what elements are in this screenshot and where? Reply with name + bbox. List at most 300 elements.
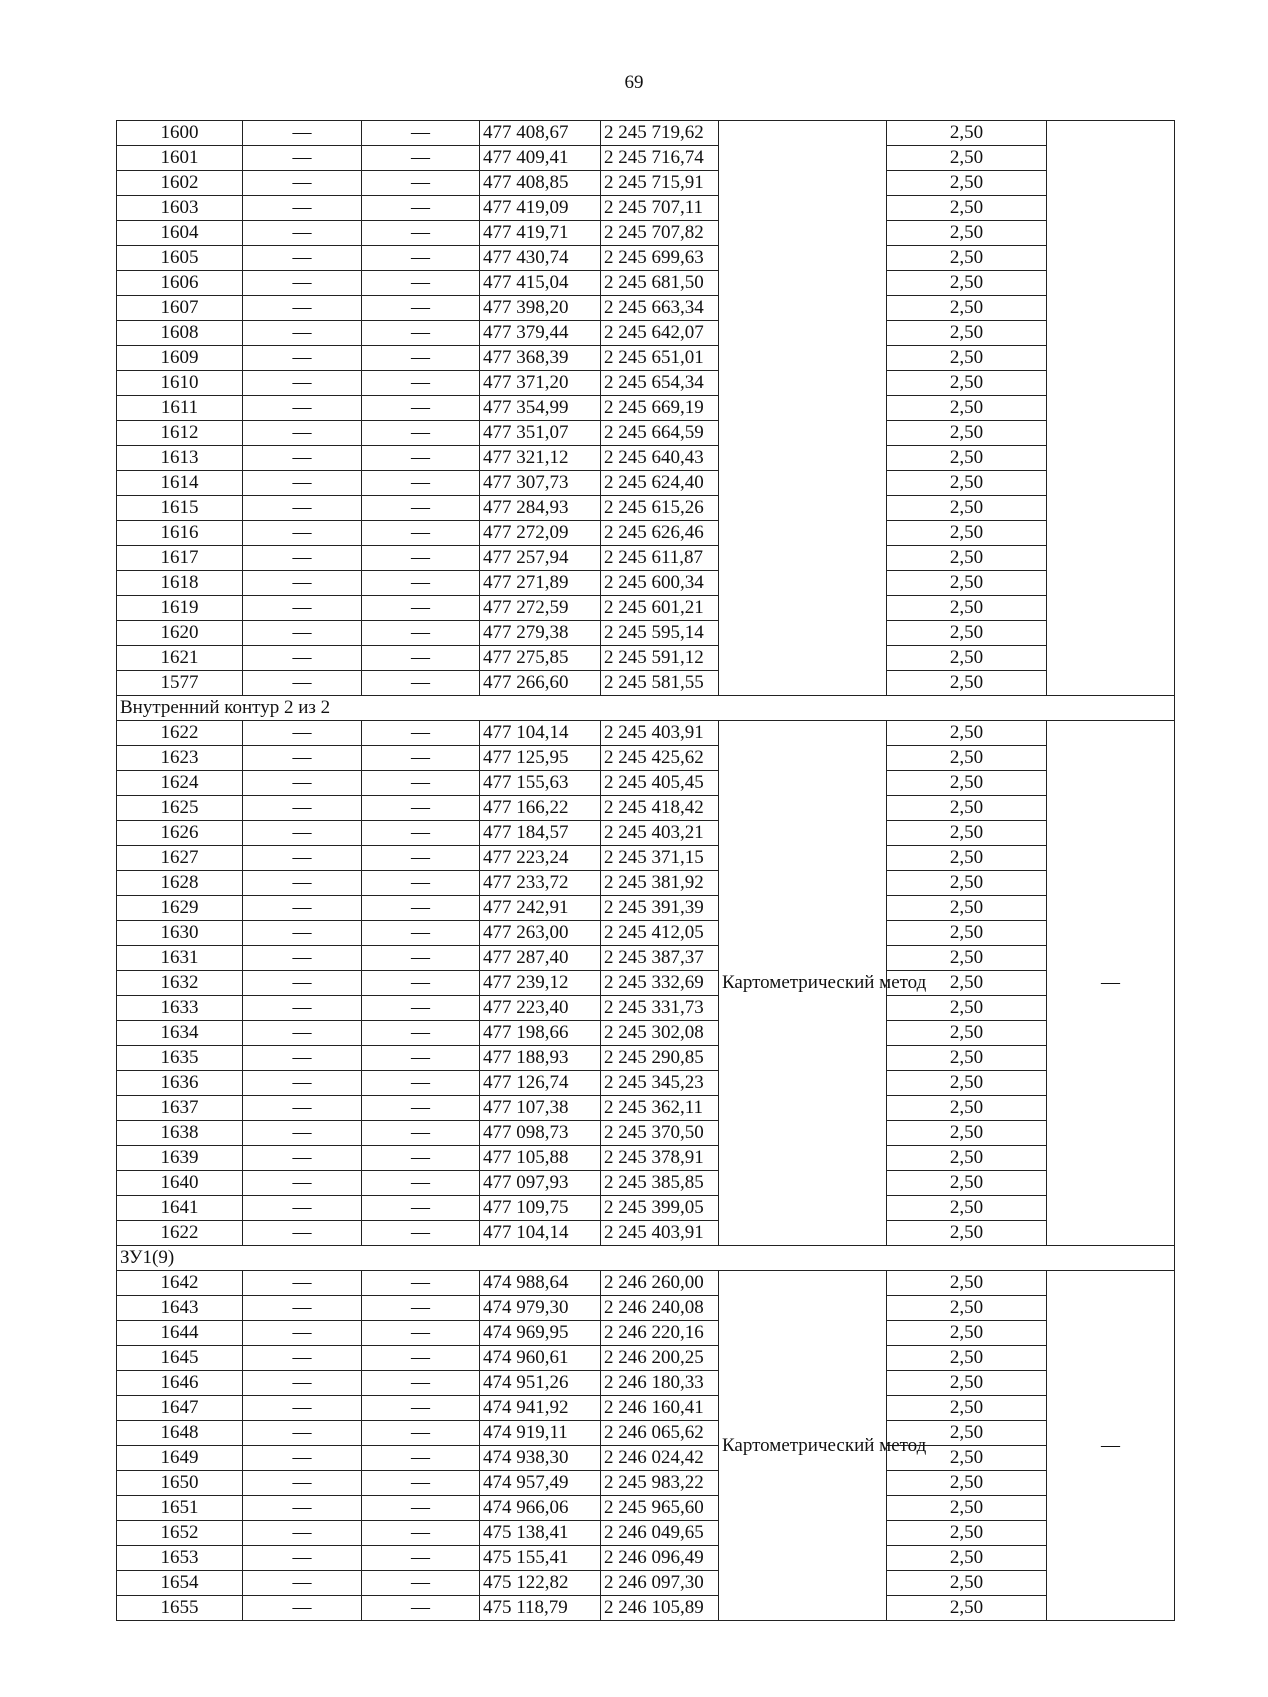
existing-y-cell: — (362, 1496, 480, 1521)
table-row (117, 1346, 1175, 1371)
existing-x-cell: — (243, 596, 362, 621)
new-y-cell: 2 245 425,62 (601, 746, 719, 771)
accuracy-cell: 2,50 (887, 1196, 1047, 1221)
new-x-cell: 477 279,38 (480, 621, 601, 646)
new-x-cell: 477 166,22 (480, 796, 601, 821)
existing-y-cell: — (362, 396, 480, 421)
new-x-cell: 477 419,71 (480, 221, 601, 246)
new-y-cell: 2 246 160,41 (601, 1396, 719, 1421)
new-y-cell: 2 245 595,14 (601, 621, 719, 646)
accuracy-cell: 2,50 (887, 396, 1047, 421)
table-row (117, 746, 1175, 771)
existing-y-cell: — (362, 321, 480, 346)
new-y-cell: 2 245 615,26 (601, 496, 719, 521)
point-number-cell: 1634 (117, 1021, 243, 1046)
new-y-cell: 2 245 399,05 (601, 1196, 719, 1221)
point-number-cell: 1632 (117, 971, 243, 996)
new-x-cell: 477 266,60 (480, 671, 601, 696)
existing-x-cell: — (243, 1296, 362, 1321)
existing-y-cell: — (362, 1471, 480, 1496)
new-x-cell: 474 979,30 (480, 1296, 601, 1321)
point-number-cell: 1611 (117, 396, 243, 421)
accuracy-cell: 2,50 (887, 1221, 1047, 1246)
point-number-cell: 1643 (117, 1296, 243, 1321)
accuracy-cell: 2,50 (887, 246, 1047, 271)
new-y-cell: 2 245 601,21 (601, 596, 719, 621)
table-row (117, 1471, 1175, 1496)
new-y-cell: 2 246 220,16 (601, 1321, 719, 1346)
table-row (117, 346, 1175, 371)
new-y-cell: 2 245 626,46 (601, 521, 719, 546)
existing-y-cell: — (362, 646, 480, 671)
existing-x-cell: — (243, 421, 362, 446)
existing-x-cell: — (243, 1146, 362, 1171)
existing-y-cell: — (362, 1571, 480, 1596)
new-x-cell: 477 287,40 (480, 946, 601, 971)
accuracy-cell: 2,50 (887, 496, 1047, 521)
new-x-cell: 477 223,40 (480, 996, 601, 1021)
table-row (117, 1296, 1175, 1321)
new-x-cell: 474 988,64 (480, 1271, 601, 1296)
point-number-cell: 1649 (117, 1446, 243, 1471)
point-number-cell: 1637 (117, 1096, 243, 1121)
existing-y-cell: — (362, 471, 480, 496)
new-x-cell: 477 263,00 (480, 921, 601, 946)
new-x-cell: 477 104,14 (480, 721, 601, 746)
new-y-cell: 2 245 403,91 (601, 721, 719, 746)
point-number-cell: 1640 (117, 1171, 243, 1196)
new-y-cell: 2 245 403,91 (601, 1221, 719, 1246)
existing-y-cell: — (362, 1371, 480, 1396)
existing-y-cell: — (362, 1296, 480, 1321)
accuracy-cell: 2,50 (887, 196, 1047, 221)
coordinates-table-body (117, 121, 1175, 1621)
table-row (117, 921, 1175, 946)
accuracy-cell: 2,50 (887, 821, 1047, 846)
existing-y-cell: — (362, 821, 480, 846)
existing-x-cell: — (243, 1571, 362, 1596)
existing-x-cell: — (243, 1046, 362, 1071)
table-row (117, 1571, 1175, 1596)
new-y-cell: 2 246 105,89 (601, 1596, 719, 1621)
table-row (117, 821, 1175, 846)
table-row (117, 171, 1175, 196)
new-y-cell: 2 245 391,39 (601, 896, 719, 921)
accuracy-cell: 2,50 (887, 1496, 1047, 1521)
existing-x-cell: — (243, 471, 362, 496)
existing-x-cell: — (243, 921, 362, 946)
accuracy-cell: 2,50 (887, 1521, 1047, 1546)
table-row (117, 671, 1175, 696)
description-cell (1047, 121, 1175, 696)
table-row (117, 1396, 1175, 1421)
existing-x-cell: — (243, 1546, 362, 1571)
existing-x-cell: — (243, 221, 362, 246)
new-y-cell: 2 245 362,11 (601, 1096, 719, 1121)
accuracy-cell: 2,50 (887, 796, 1047, 821)
new-x-cell: 477 107,38 (480, 1096, 601, 1121)
existing-x-cell: — (243, 1346, 362, 1371)
accuracy-cell: 2,50 (887, 1546, 1047, 1571)
new-x-cell: 477 351,07 (480, 421, 601, 446)
accuracy-cell: 2,50 (887, 1146, 1047, 1171)
accuracy-cell: 2,50 (887, 721, 1047, 746)
existing-y-cell: — (362, 371, 480, 396)
new-x-cell: 474 966,06 (480, 1496, 601, 1521)
point-number-cell: 1641 (117, 1196, 243, 1221)
table-row (117, 421, 1175, 446)
accuracy-cell: 2,50 (887, 421, 1047, 446)
new-x-cell: 477 104,14 (480, 1221, 601, 1246)
description-cell: — (1047, 721, 1175, 1246)
accuracy-cell: 2,50 (887, 946, 1047, 971)
table-row (117, 1221, 1175, 1246)
new-x-cell: 477 408,67 (480, 121, 601, 146)
new-y-cell: 2 245 699,63 (601, 246, 719, 271)
new-x-cell: 477 419,09 (480, 196, 601, 221)
existing-x-cell: — (243, 371, 362, 396)
table-row (117, 1146, 1175, 1171)
existing-x-cell: — (243, 1121, 362, 1146)
table-row (117, 1071, 1175, 1096)
existing-y-cell: — (362, 721, 480, 746)
accuracy-cell: 2,50 (887, 1021, 1047, 1046)
existing-y-cell: — (362, 971, 480, 996)
existing-y-cell: — (362, 1421, 480, 1446)
accuracy-cell: 2,50 (887, 546, 1047, 571)
existing-y-cell: — (362, 571, 480, 596)
table-row (117, 146, 1175, 171)
table-row (117, 521, 1175, 546)
method-cell (719, 121, 887, 696)
table-row (117, 1321, 1175, 1346)
accuracy-cell: 2,50 (887, 121, 1047, 146)
point-number-cell: 1600 (117, 121, 243, 146)
table-row (117, 1421, 1175, 1446)
point-number-cell: 1629 (117, 896, 243, 921)
table-row (117, 196, 1175, 221)
point-number-cell: 1652 (117, 1521, 243, 1546)
existing-y-cell: — (362, 1596, 480, 1621)
existing-y-cell: — (362, 746, 480, 771)
existing-x-cell: — (243, 446, 362, 471)
point-number-cell: 1625 (117, 796, 243, 821)
existing-y-cell: — (362, 846, 480, 871)
new-x-cell: 477 125,95 (480, 746, 601, 771)
existing-y-cell: — (362, 421, 480, 446)
existing-y-cell: — (362, 1096, 480, 1121)
existing-y-cell: — (362, 871, 480, 896)
accuracy-cell: 2,50 (887, 146, 1047, 171)
new-y-cell: 2 245 611,87 (601, 546, 719, 571)
existing-y-cell: — (362, 621, 480, 646)
accuracy-cell: 2,50 (887, 321, 1047, 346)
accuracy-cell: 2,50 (887, 471, 1047, 496)
table-row (117, 1521, 1175, 1546)
table-row (117, 771, 1175, 796)
new-y-cell: 2 245 663,34 (601, 296, 719, 321)
table-row (117, 1496, 1175, 1521)
accuracy-cell: 2,50 (887, 621, 1047, 646)
new-y-cell: 2 245 418,42 (601, 796, 719, 821)
point-number-cell: 1639 (117, 1146, 243, 1171)
existing-x-cell: — (243, 321, 362, 346)
existing-x-cell: — (243, 771, 362, 796)
point-number-cell: 1636 (117, 1071, 243, 1096)
table-row (117, 1046, 1175, 1071)
existing-y-cell: — (362, 796, 480, 821)
new-y-cell: 2 246 065,62 (601, 1421, 719, 1446)
accuracy-cell: 2,50 (887, 1346, 1047, 1371)
accuracy-cell: 2,50 (887, 921, 1047, 946)
new-y-cell: 2 245 405,45 (601, 771, 719, 796)
existing-x-cell: — (243, 896, 362, 921)
new-x-cell: 477 098,73 (480, 1121, 601, 1146)
existing-y-cell: — (362, 446, 480, 471)
existing-x-cell: — (243, 796, 362, 821)
table-row (117, 846, 1175, 871)
existing-x-cell: — (243, 171, 362, 196)
new-y-cell: 2 245 651,01 (601, 346, 719, 371)
table-row (117, 796, 1175, 821)
new-x-cell: 477 307,73 (480, 471, 601, 496)
existing-y-cell: — (362, 1196, 480, 1221)
existing-y-cell: — (362, 1071, 480, 1096)
accuracy-cell: 2,50 (887, 871, 1047, 896)
new-y-cell: 2 245 290,85 (601, 1046, 719, 1071)
accuracy-cell: 2,50 (887, 1571, 1047, 1596)
new-x-cell: 477 239,12 (480, 971, 601, 996)
new-x-cell: 477 188,93 (480, 1046, 601, 1071)
existing-x-cell: — (243, 521, 362, 546)
point-number-cell: 1606 (117, 271, 243, 296)
existing-y-cell: — (362, 771, 480, 796)
point-number-cell: 1619 (117, 596, 243, 621)
method-cell: Картометрический метод (719, 1271, 887, 1621)
point-number-cell: 1608 (117, 321, 243, 346)
existing-x-cell: — (243, 1221, 362, 1246)
table-row (117, 471, 1175, 496)
existing-x-cell: — (243, 1596, 362, 1621)
new-y-cell: 2 246 024,42 (601, 1446, 719, 1471)
new-y-cell: 2 245 640,43 (601, 446, 719, 471)
point-number-cell: 1653 (117, 1546, 243, 1571)
accuracy-cell: 2,50 (887, 896, 1047, 921)
point-number-cell: 1646 (117, 1371, 243, 1396)
point-number-cell: 1618 (117, 571, 243, 596)
table-row (117, 946, 1175, 971)
point-number-cell: 1577 (117, 671, 243, 696)
point-number-cell: 1607 (117, 296, 243, 321)
accuracy-cell: 2,50 (887, 171, 1047, 196)
new-y-cell: 2 245 412,05 (601, 921, 719, 946)
accuracy-cell: 2,50 (887, 846, 1047, 871)
existing-y-cell: — (362, 1121, 480, 1146)
point-number-cell: 1617 (117, 546, 243, 571)
existing-y-cell: — (362, 921, 480, 946)
existing-y-cell: — (362, 1546, 480, 1571)
point-number-cell: 1615 (117, 496, 243, 521)
new-y-cell: 2 245 681,50 (601, 271, 719, 296)
coordinates-table (116, 120, 1175, 1621)
table-row (117, 396, 1175, 421)
table-row (117, 1196, 1175, 1221)
point-number-cell: 1635 (117, 1046, 243, 1071)
new-x-cell: 477 408,85 (480, 171, 601, 196)
existing-y-cell: — (362, 1321, 480, 1346)
accuracy-cell: 2,50 (887, 296, 1047, 321)
table-row (117, 1271, 1175, 1296)
point-number-cell: 1602 (117, 171, 243, 196)
point-number-cell: 1604 (117, 221, 243, 246)
existing-x-cell: — (243, 846, 362, 871)
new-y-cell: 2 245 965,60 (601, 1496, 719, 1521)
new-x-cell: 475 122,82 (480, 1571, 601, 1596)
existing-y-cell: — (362, 1021, 480, 1046)
new-y-cell: 2 245 581,55 (601, 671, 719, 696)
existing-x-cell: — (243, 146, 362, 171)
new-y-cell: 2 245 370,50 (601, 1121, 719, 1146)
existing-x-cell: — (243, 1071, 362, 1096)
accuracy-cell: 2,50 (887, 1596, 1047, 1621)
table-row (117, 1171, 1175, 1196)
existing-x-cell: — (243, 246, 362, 271)
new-x-cell: 477 097,93 (480, 1171, 601, 1196)
new-y-cell: 2 246 260,00 (601, 1271, 719, 1296)
section-label: ЗУ1(9) (117, 1246, 1175, 1271)
existing-x-cell: — (243, 821, 362, 846)
point-number-cell: 1620 (117, 621, 243, 646)
new-y-cell: 2 245 385,85 (601, 1171, 719, 1196)
existing-y-cell: — (362, 1396, 480, 1421)
accuracy-cell: 2,50 (887, 446, 1047, 471)
new-x-cell: 477 284,93 (480, 496, 601, 521)
point-number-cell: 1609 (117, 346, 243, 371)
existing-x-cell: — (243, 346, 362, 371)
accuracy-cell: 2,50 (887, 371, 1047, 396)
existing-x-cell: — (243, 1396, 362, 1421)
point-number-cell: 1647 (117, 1396, 243, 1421)
point-number-cell: 1626 (117, 821, 243, 846)
new-x-cell: 474 938,30 (480, 1446, 601, 1471)
new-y-cell: 2 245 302,08 (601, 1021, 719, 1046)
point-number-cell: 1648 (117, 1421, 243, 1446)
existing-x-cell: — (243, 721, 362, 746)
point-number-cell: 1627 (117, 846, 243, 871)
new-y-cell: 2 246 180,33 (601, 1371, 719, 1396)
table-row (117, 596, 1175, 621)
existing-x-cell: — (243, 1471, 362, 1496)
point-number-cell: 1623 (117, 746, 243, 771)
new-y-cell: 2 245 664,59 (601, 421, 719, 446)
new-x-cell: 475 155,41 (480, 1546, 601, 1571)
accuracy-cell: 2,50 (887, 646, 1047, 671)
table-row (117, 571, 1175, 596)
method-cell: Картометрический метод (719, 721, 887, 1246)
new-x-cell: 477 126,74 (480, 1071, 601, 1096)
existing-x-cell: — (243, 971, 362, 996)
point-number-cell: 1622 (117, 721, 243, 746)
point-number-cell: 1612 (117, 421, 243, 446)
table-row (117, 321, 1175, 346)
new-x-cell: 477 257,94 (480, 546, 601, 571)
new-x-cell: 477 233,72 (480, 871, 601, 896)
point-number-cell: 1650 (117, 1471, 243, 1496)
new-y-cell: 2 245 719,62 (601, 121, 719, 146)
existing-x-cell: — (243, 296, 362, 321)
existing-x-cell: — (243, 1421, 362, 1446)
existing-y-cell: — (362, 896, 480, 921)
point-number-cell: 1638 (117, 1121, 243, 1146)
table-row (117, 271, 1175, 296)
description-cell: — (1047, 1271, 1175, 1621)
accuracy-cell: 2,50 (887, 521, 1047, 546)
point-number-cell: 1633 (117, 996, 243, 1021)
existing-y-cell: — (362, 271, 480, 296)
existing-y-cell: — (362, 121, 480, 146)
new-y-cell: 2 246 240,08 (601, 1296, 719, 1321)
table-row (117, 971, 1175, 996)
table-row (117, 371, 1175, 396)
new-y-cell: 2 245 331,73 (601, 996, 719, 1021)
existing-x-cell: — (243, 646, 362, 671)
new-x-cell: 477 430,74 (480, 246, 601, 271)
accuracy-cell: 2,50 (887, 1171, 1047, 1196)
existing-x-cell: — (243, 196, 362, 221)
new-x-cell: 477 398,20 (480, 296, 601, 321)
new-x-cell: 474 951,26 (480, 1371, 601, 1396)
existing-x-cell: — (243, 396, 362, 421)
accuracy-cell: 2,50 (887, 221, 1047, 246)
point-number-cell: 1655 (117, 1596, 243, 1621)
accuracy-cell: 2,50 (887, 1071, 1047, 1096)
new-x-cell: 474 941,92 (480, 1396, 601, 1421)
new-y-cell: 2 245 654,34 (601, 371, 719, 396)
new-x-cell: 477 379,44 (480, 321, 601, 346)
accuracy-cell: 2,50 (887, 1096, 1047, 1121)
new-x-cell: 477 415,04 (480, 271, 601, 296)
existing-x-cell: — (243, 1521, 362, 1546)
new-x-cell: 477 242,91 (480, 896, 601, 921)
new-y-cell: 2 245 983,22 (601, 1471, 719, 1496)
new-y-cell: 2 246 049,65 (601, 1521, 719, 1546)
new-x-cell: 475 118,79 (480, 1596, 601, 1621)
table-row (117, 646, 1175, 671)
new-y-cell: 2 245 715,91 (601, 171, 719, 196)
point-number-cell: 1605 (117, 246, 243, 271)
point-number-cell: 1651 (117, 1496, 243, 1521)
new-x-cell: 477 409,41 (480, 146, 601, 171)
existing-y-cell: — (362, 1146, 480, 1171)
accuracy-cell: 2,50 (887, 1396, 1047, 1421)
existing-x-cell: — (243, 1321, 362, 1346)
existing-y-cell: — (362, 346, 480, 371)
table-row (117, 1021, 1175, 1046)
new-x-cell: 475 138,41 (480, 1521, 601, 1546)
table-row (117, 221, 1175, 246)
new-y-cell: 2 246 097,30 (601, 1571, 719, 1596)
table-row (117, 896, 1175, 921)
existing-y-cell: — (362, 1046, 480, 1071)
existing-x-cell: — (243, 621, 362, 646)
existing-y-cell: — (362, 1221, 480, 1246)
table-row (117, 446, 1175, 471)
accuracy-cell: 2,50 (887, 1371, 1047, 1396)
new-y-cell: 2 246 096,49 (601, 1546, 719, 1571)
existing-x-cell: — (243, 496, 362, 521)
table-row (117, 621, 1175, 646)
new-x-cell: 477 271,89 (480, 571, 601, 596)
